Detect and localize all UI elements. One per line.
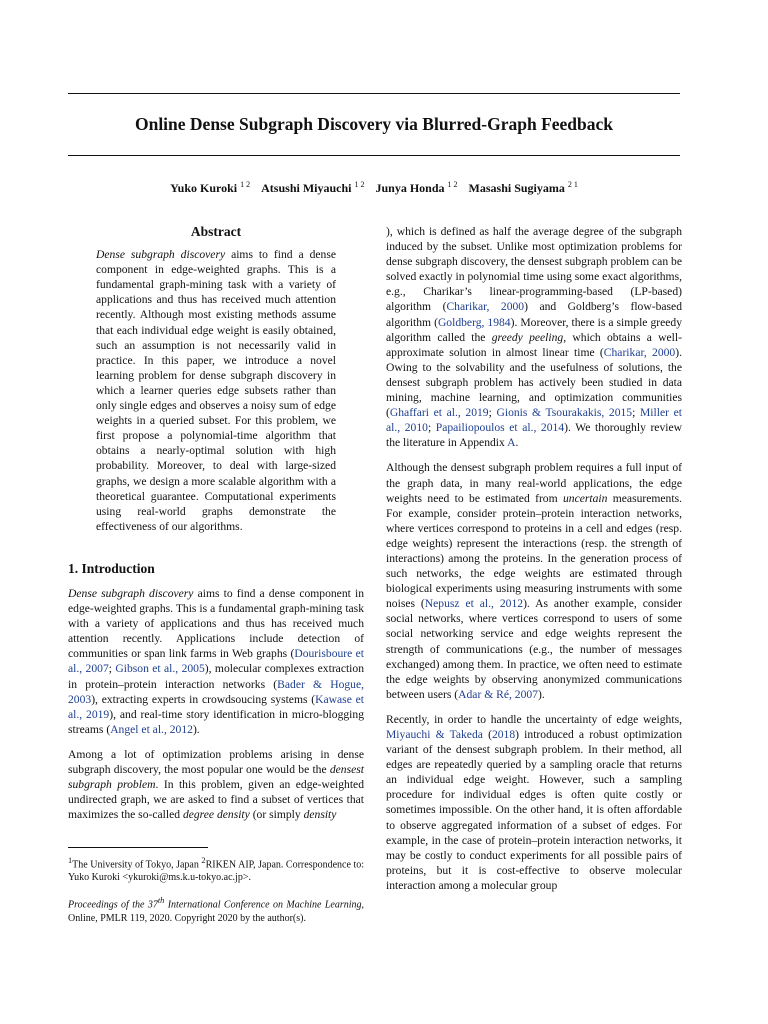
text: ;	[632, 406, 640, 420]
emphasis: density	[303, 808, 337, 822]
abstract-text: aims to find a dense component in edge-weighted graphs. This is a fundamental graph-mining task with a variety of applications and thus has received much attention recently. Although most existing methods assume that each individual edge weight is easily obtained, such an assumption is not necessarily valid in practice. In this paper, we introduce a novel learning problem for dense subgraph discovery in which a learner queries edge subsets rather than only single edges and observes a noisy sum of edge weights in a queried subset. For this problem, we first propose a polynomial-time algorithm that obtains a nearly-optimal solution with high probability. Moreover, to deal with large-sized graphs, we design a more scalable algorithm with a theoretical guarantee. Computational experiments using real-world graphs demonstrate the effectiveness of our algorithms.	[96, 248, 336, 533]
text: The University of Tokyo, Japan	[72, 859, 202, 871]
author-name: Masashi Sugiyama	[468, 181, 565, 195]
abstract-heading: Abstract	[190, 224, 242, 239]
author	[376, 181, 458, 195]
text: ), and real-time story identification in micro-blogging streams (	[68, 707, 364, 736]
abstract-term: Dense subgraph discovery	[96, 248, 226, 262]
citation-link[interactable]: Bader & Hogue, 2003	[68, 677, 364, 706]
emphasis: greedy peeling	[491, 330, 564, 344]
title-bottom-rule	[68, 155, 680, 156]
footnote-mark: 2	[201, 856, 206, 865]
text: Recently, in order to handle the uncertainty of edge weights,	[386, 712, 682, 726]
paragraph	[386, 460, 682, 702]
proceedings-note	[68, 894, 364, 924]
text: (or simply	[249, 808, 304, 822]
text: ) introduced a robust optimization variant of the densest subgraph problem. In their method, all edges are repeatedly queried by a sampling oracle that returns an individual edge weight. However, such a sampling procedure for individual edges is often quite costly or sometimes impossible. On the other hand, it is often affordable to observe aggregated information of a subset of edges. For example, in the case of protein–protein interaction networks, it may be costly to conduct experiments for all possible pairs of proteins, but it is cost-effective to observe molecular interaction among a molecular group	[386, 728, 683, 892]
section-heading-introduction: 1. Introduction	[68, 560, 155, 576]
citation-link[interactable]: Miyauchi & Takeda	[386, 728, 483, 741]
author-name: Yuko Kuroki	[170, 181, 238, 195]
author	[170, 181, 250, 195]
author-affiliation: 2 1	[567, 180, 578, 189]
text: ;	[427, 421, 436, 435]
text: ). Owing to the solvability and the usefulness of solutions, the densest subgraph problem has actively been studied in data mining, machine learning, and optimization communities (	[386, 345, 682, 420]
text: RIKEN AIP, Japan. Correspondence to: Yuko Kuroki <ykuroki@ms.k.u-tokyo.ac.jp>.	[68, 859, 364, 884]
footnote-area	[68, 843, 364, 925]
text: ). We thoroughly review the literature in Appendix	[386, 421, 682, 450]
emphasis: densest subgraph problem	[68, 763, 364, 792]
text: ), molecular complexes extraction in protein–protein interaction networks (	[68, 662, 365, 691]
term: Dense subgraph discovery	[68, 586, 194, 600]
citation-link[interactable]: Kawase et al., 2019	[68, 692, 364, 721]
paragraph	[386, 712, 682, 893]
paper-title: Online Dense Subgraph Discovery via Blurred-Graph Feedback	[134, 114, 614, 134]
text: ). Moreover, there is a simple greedy algorithm called the	[386, 315, 682, 344]
text: ;	[108, 662, 116, 676]
citation-link[interactable]: Ghaffari et al., 2019	[389, 406, 489, 420]
text: International Conference on Machine Learning	[164, 899, 362, 911]
affiliation-footnote	[68, 854, 364, 884]
citation-link[interactable]: 2018	[491, 728, 516, 741]
paragraph	[68, 747, 364, 822]
text: ), extracting experts in crowdsoucing systems (	[91, 692, 316, 706]
paragraph	[68, 586, 364, 737]
text: ). As another example, consider social networks, where vertices correspond to users of some social networking service and edge weights represent the strength of communications (e.g., the number of messages exchanged) among them. In practice, we often need to estimate the edge weights by observing anonymized communications between users (	[386, 597, 682, 701]
text: ;	[488, 406, 497, 420]
footnote-rule	[68, 847, 208, 848]
citation-link[interactable]: Adar & Ré, 2007	[458, 687, 538, 701]
appendix-link[interactable]: A	[507, 436, 516, 450]
text: ) and Goldberg’s flow-based algorithm (	[386, 300, 682, 329]
text: Proceedings of the 37	[68, 899, 158, 911]
title-top-rule	[68, 93, 680, 94]
emphasis: degree density	[182, 808, 250, 822]
citation-link[interactable]: Angel et al., 2012	[110, 722, 193, 736]
author	[469, 181, 578, 195]
author-affiliation: 1 2	[240, 180, 251, 189]
text: Among a lot of optimization problems arising in dense subgraph discovery, the most popular one would be the	[68, 747, 364, 776]
author-affiliation: 1 2	[447, 180, 458, 189]
right-column	[386, 224, 682, 903]
citation-link[interactable]: Charikar, 2000	[446, 300, 525, 314]
text: measurements. For example, consider protein–protein interaction networks, where vertices correspond to proteins in a cell and edges (resp. edge weights) represent the interactions (resp. the strength of interactions) among the proteins. In the generation process of such networks, the edge weights are estimated through biological experiments using measuring instruments with some noises (	[386, 491, 682, 611]
citation-link[interactable]: Dourisboure et al., 2007	[68, 647, 364, 676]
left-column	[68, 224, 364, 832]
citation-link[interactable]: Charikar, 2000	[603, 345, 676, 359]
text: , which obtains a well-approximate solution in almost linear time (	[386, 330, 682, 359]
citation-link[interactable]: Papailiopoulos et al., 2014	[435, 421, 565, 435]
text: aims to find a dense component in edge-weighted graphs. This is a fundamental graph-mining task with a variety of applications and thus has received much attention recently. Applications include detection of communities or span link farms in Web graphs (	[68, 586, 364, 661]
text: , Online, PMLR 119, 2020. Copyright 2020 by the author(s).	[68, 899, 364, 924]
citation-link[interactable]: Gionis & Tsourakakis, 2015	[496, 406, 633, 420]
author-name: Atsushi Miyauchi	[261, 181, 352, 195]
author-affiliation: 1 2	[354, 180, 365, 189]
text: ).	[192, 722, 200, 736]
abstract-body	[96, 247, 336, 534]
citation-link[interactable]: Goldberg, 1984	[437, 315, 511, 329]
text: Although the densest subgraph problem requires a full input of the graph data, in many real-world applications, the edge weights need to be estimated from	[386, 461, 682, 505]
superscript: th	[157, 896, 165, 906]
text: (	[482, 728, 492, 741]
footnote-mark: 1	[68, 856, 73, 865]
author-list	[68, 180, 680, 196]
citation-link[interactable]: Nepusz et al., 2012	[424, 597, 524, 611]
author	[261, 181, 364, 195]
text: . In this problem, given an edge-weighted undirected graph, we are asked to find a subset of vertices that maximizes the so-called	[68, 778, 364, 822]
paragraph	[386, 224, 682, 450]
citation-link[interactable]: Gibson et al., 2005	[115, 662, 205, 676]
text: ).	[537, 687, 545, 701]
text: .	[515, 436, 519, 450]
author-name: Junya Honda	[375, 181, 445, 195]
citation-link[interactable]: Miller et al., 2010	[386, 406, 682, 435]
text: ), which is defined as half the average degree of the subgraph induced by the subset. Unlike most optimization problems for dense subgraph discovery, the densest subgraph problem can be solved exactly in polynomial time using some exact algorithms, e.g., Charikar’s linear-programming-based (LP-based) algorithm (	[386, 225, 682, 314]
emphasis: uncertain	[562, 491, 608, 505]
